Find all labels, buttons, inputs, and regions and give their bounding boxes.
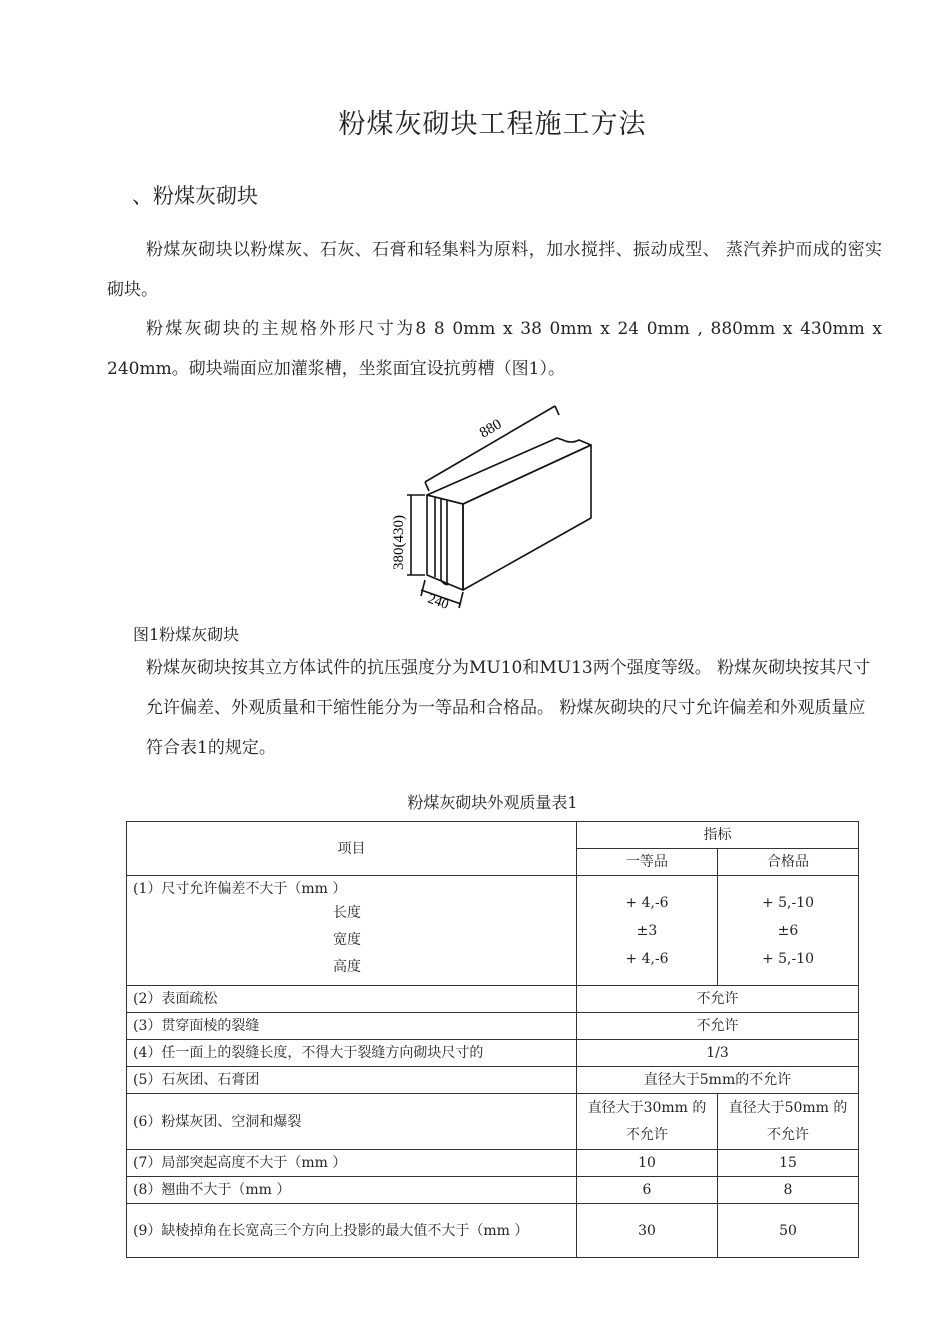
row1-sub-length: 长度 — [333, 905, 361, 921]
row4-value: 1/3 — [577, 1040, 859, 1067]
section-heading: 、粉煤灰砌块 — [132, 184, 258, 208]
table-caption: 粉煤灰砌块外观质量表1 — [407, 793, 578, 812]
header-grade1: 一等品 — [577, 849, 718, 876]
row5-item: (5）石灰团、石膏团 — [127, 1067, 577, 1094]
figure-caption: 图1粉煤灰砌块 — [133, 625, 240, 644]
row9-item: (9）缺棱掉角在长宽高三个方向上投影的最大值不大于（mm ） — [127, 1204, 577, 1258]
table-row — [127, 876, 859, 986]
table-row — [127, 1067, 859, 1094]
paragraph-grades: 粉煤灰砌块按其立方体试件的抗压强度分为MU10和MU13两个强度等级。 粉煤灰砌块按其尺寸允许偏差、外观质量和干缩性能分为一等品和合格品。 粉煤灰砌块的尺寸允许偏差和外观质量应符合表1的规定。 — [146, 658, 871, 758]
row1-g1-height: + 4,-6 — [625, 950, 669, 967]
paragraph-dimensions: 粉煤灰砌块的主规格外形尺寸为8 8 0mm x 38 0mm x 24 0mm , 880mm x 430mm x 240mm。砌块端面应加灌浆槽，坐浆面宜设抗剪槽（图1）。 — [107, 319, 882, 379]
table-row — [127, 986, 859, 1013]
block-top-face — [427, 438, 591, 504]
row1-g2-length: + 5,-10 — [761, 894, 815, 911]
row7-item: (7）局部突起高度不大于（mm ） — [127, 1150, 577, 1177]
row1-title: (1）尺寸允许偏差不大于（mm ） — [133, 881, 347, 897]
header-index: 指标 — [577, 822, 859, 849]
row8-g1: 6 — [577, 1177, 718, 1204]
row1-g2-width: ±6 — [777, 922, 799, 939]
row9-g1: 30 — [577, 1204, 718, 1258]
dim-height-label: 380(430) — [391, 515, 407, 570]
dim-width-label: 240 — [425, 591, 451, 613]
row4-item: (4）任一面上的裂缝长度，不得大于裂缝方向砌块尺寸的 — [127, 1040, 577, 1067]
table-row — [127, 1040, 859, 1067]
table-header-row — [127, 822, 859, 849]
page-title: 粉煤灰砌块工程施工方法 — [338, 109, 647, 140]
table-row — [127, 1094, 859, 1150]
table-row — [127, 1177, 859, 1204]
row7-g1: 10 — [577, 1150, 718, 1177]
row7-g2: 15 — [718, 1150, 859, 1177]
header-grade2: 合格品 — [718, 849, 859, 876]
row1-g1-width: ±3 — [636, 922, 658, 939]
row9-g2: 50 — [718, 1204, 859, 1258]
row2-value: 不允许 — [577, 986, 859, 1013]
table-row — [127, 1013, 859, 1040]
row5-value: 直径大于5mm的不允许 — [577, 1067, 859, 1094]
row3-value: 不允许 — [577, 1013, 859, 1040]
block-front-face — [463, 445, 591, 590]
row6-g1: 直径大于30mm 的不允许 — [577, 1094, 718, 1150]
table-row — [127, 1204, 859, 1258]
row8-item: (8）翘曲不大于（mm ） — [127, 1177, 577, 1204]
header-item: 项目 — [127, 822, 577, 876]
row6-item: (6）粉煤灰团、空洞和爆裂 — [127, 1094, 577, 1150]
block-end-face — [427, 495, 463, 590]
table-row — [127, 1150, 859, 1177]
row2-item: (2）表面疏松 — [127, 986, 577, 1013]
row3-item: (3）贯穿面棱的裂缝 — [127, 1013, 577, 1040]
block-figure — [385, 400, 600, 615]
paragraph-intro: 粉煤灰砌块以粉煤灰、石灰、石膏和轻集料为原料，加水搅拌、振动成型、 蒸汽养护而成的密实砌块。 — [107, 240, 882, 300]
row8-g2: 8 — [718, 1177, 859, 1204]
row6-g2: 直径大于50mm 的不允许 — [718, 1094, 859, 1150]
row1-g1-length: + 4,-6 — [625, 894, 669, 911]
row1-sub-width: 宽度 — [333, 932, 361, 948]
dim-length-label: 880 — [477, 416, 505, 442]
quality-table — [126, 821, 859, 1258]
row1-sub-height: 高度 — [333, 959, 361, 975]
row1-g2-height: + 5,-10 — [761, 950, 815, 967]
